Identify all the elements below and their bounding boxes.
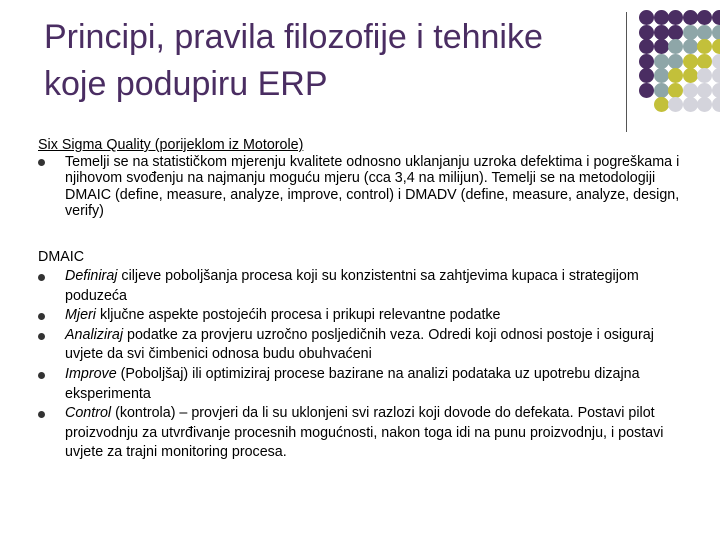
decorative-dot xyxy=(712,83,720,98)
list-item-text: ključne aspekte postojećih procesa i prikupi relevantne podatke xyxy=(95,307,501,324)
divider-line xyxy=(626,12,627,132)
decorative-dot xyxy=(697,10,712,25)
decorative-dot xyxy=(683,97,698,112)
decorative-dot xyxy=(654,10,669,25)
decorative-dot xyxy=(639,54,654,69)
decorative-dot xyxy=(683,54,698,69)
list-item xyxy=(38,154,688,220)
decorative-dot xyxy=(697,68,712,83)
decorative-dot xyxy=(697,97,712,112)
decorative-dot xyxy=(697,54,712,69)
decorative-dot xyxy=(697,83,712,98)
list-item-term: Improve xyxy=(65,366,117,383)
decorative-dot xyxy=(639,83,654,98)
list-item xyxy=(38,267,688,306)
bullet-icon xyxy=(38,313,45,320)
decorative-dot xyxy=(668,54,683,69)
list-item-term: Mjeri xyxy=(65,307,96,324)
six-sigma-section xyxy=(38,137,688,220)
decorative-dot xyxy=(668,68,683,83)
bullet-icon xyxy=(38,274,45,281)
bullet-icon xyxy=(38,411,45,418)
decorative-dot xyxy=(683,68,698,83)
list-item-term: Analiziraj xyxy=(65,326,124,343)
bullet-icon xyxy=(38,159,45,166)
list-item-text: ciljeve poboljšanja procesa koji su konzistentni sa zahtjevima kupaca i strategijom poduzeća xyxy=(65,268,639,304)
decorative-dot xyxy=(639,39,654,54)
list-item-text: (kontrola) – provjeri da li su uklonjeni svi razlozi koji dovode do defekata. Postavi pilot proizvodnju za utvrđivanje procesnih mogućnosti, nakon toga idi na punu proizvodnju, i postavi uvjete za trajni monitoring procesa. xyxy=(65,405,664,461)
decorative-dot xyxy=(712,68,720,83)
list-item-text: Temelji se na statističkom mjerenju kvalitete odnosno uklanjanju uzroka defektima i pogreškama i njihovom svođenju na najmanju moguću mjeru (cca 3,4 na milijun). Temelji se na metodologiji DMAIC (define, measure, analyze, improve, control) i DMADV (define, measure, analyze, design, verify) xyxy=(65,153,680,219)
bullet-icon xyxy=(38,333,45,340)
decorative-dot xyxy=(654,25,669,40)
decorative-dot xyxy=(654,54,669,69)
list-item xyxy=(38,326,688,365)
decorative-dot xyxy=(712,25,720,40)
decorative-dot xyxy=(654,68,669,83)
decorative-dot xyxy=(712,97,720,112)
list-item xyxy=(38,404,688,463)
decorative-dot xyxy=(683,25,698,40)
decorative-dot xyxy=(639,68,654,83)
decorative-dot xyxy=(683,83,698,98)
section-title: DMAIC xyxy=(38,248,85,265)
decorative-dot xyxy=(683,10,698,25)
decorative-dot xyxy=(654,97,669,112)
list-item xyxy=(38,306,688,326)
bullet-icon xyxy=(38,372,45,379)
decorative-dot xyxy=(697,25,712,40)
section-title: Six Sigma Quality (porijeklom iz Motorole) xyxy=(38,137,304,153)
decorative-dot xyxy=(683,39,698,54)
dmaic-section xyxy=(38,248,688,464)
decorative-dot xyxy=(712,10,720,25)
decorative-dot xyxy=(668,97,683,112)
slide-body xyxy=(38,137,688,463)
list-item xyxy=(38,365,688,404)
decorative-dot xyxy=(668,83,683,98)
list-item-term: Control xyxy=(65,405,112,422)
decorative-dot xyxy=(668,25,683,40)
decorative-dot xyxy=(668,10,683,25)
decorative-dot xyxy=(668,39,683,54)
decorative-dot xyxy=(712,54,720,69)
decorative-dot xyxy=(639,25,654,40)
decorative-dot xyxy=(654,39,669,54)
slide-title: Principi, pravila filozofije i tehnike koje podupiru ERP xyxy=(44,18,543,103)
list-item-term: Definiraj xyxy=(65,268,118,285)
list-item-text: podatke za provjeru uzročno posljedičnih veza. Odredi koji odnosi postoje i osiguraj uvjete da svi čimbenici odnosa budu obuhvaćeni xyxy=(65,326,654,363)
decorative-dot xyxy=(639,10,654,25)
decorative-dot xyxy=(654,83,669,98)
list-item-text: (Poboljšaj) ili optimiziraj procese bazirane na analizi podataka uz upotrebu dizajna eksperimenta xyxy=(65,366,640,402)
decorative-dot xyxy=(712,39,720,54)
decorative-dot xyxy=(697,39,712,54)
